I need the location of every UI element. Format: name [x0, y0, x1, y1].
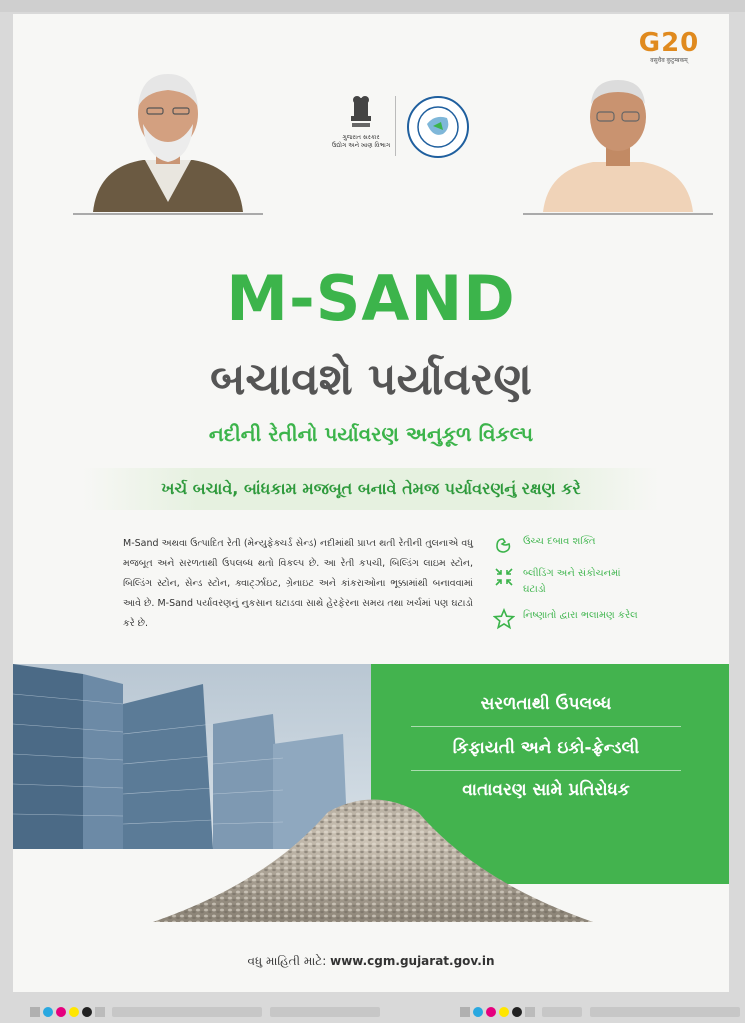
footer-label: વધુ માહિતી માટે: [247, 954, 327, 968]
benefit-item: કિફાયતી અને ઇકો-ફ્રેન્ડલી [452, 738, 640, 758]
g20-logo-text: G20 [638, 28, 700, 58]
star-icon [493, 608, 515, 630]
feature-item [493, 534, 643, 556]
government-emblem [331, 94, 391, 150]
feature-label: બ્લીડિંગ અને સંકોચનમાં ઘટાડો [523, 568, 621, 595]
emblem-caption-2: ઉદ્યોગ અને ખાણ વિભાગ [331, 142, 391, 149]
cgm-logo [405, 94, 471, 160]
headline-gujarati: બચાવશે પર્યાવરણ [210, 354, 532, 405]
portrait-right [533, 62, 703, 212]
feature-list [493, 534, 643, 640]
logo-divider [395, 96, 396, 156]
cgm-seal-icon [405, 94, 471, 160]
g20-logo-subtext: वसुधैव कुटुम्बकम् [650, 57, 688, 64]
tagline: નદીની રેતીનો પર્યાવરણ અનુકૂળ વિકલ્પ [208, 422, 534, 446]
portrait-underline [523, 213, 713, 215]
benefit-divider [411, 726, 681, 727]
benefit-banner: ખર્ચ બચાવે, બાંધકામ મજબૂત બનાવે તેમજ પર્યાવરણનું રક્ષણ કરે [83, 468, 659, 510]
feature-item [493, 608, 643, 630]
g20-logo [629, 28, 709, 64]
top-strip [0, 0, 745, 12]
website-link[interactable]: www.cgm.gujarat.gov.in [330, 954, 495, 968]
print-color-bar-right [460, 1006, 740, 1018]
footer-info [13, 954, 729, 969]
person-portrait-image [83, 62, 253, 212]
advertisement-poster [13, 14, 729, 992]
emblem-caption-1: ગુજરાત સરકાર [342, 134, 380, 141]
person-portrait-image [533, 62, 703, 212]
benefit-item: વાતાવરણ સામે પ્રતિરોધક [462, 780, 630, 800]
headline-msand: M-SAND [226, 262, 516, 335]
strength-icon [493, 534, 515, 556]
benefit-divider [411, 770, 681, 771]
national-emblem-icon [346, 94, 376, 130]
shrink-arrows-icon [493, 566, 515, 588]
feature-item [493, 566, 643, 598]
description-paragraph: M-Sand અથવા ઉત્પાદિત રેતી (મેન્યુફેક્ચર્ડ સેન્ડ) નદીમાંથી પ્રાપ્ત થતી રેતીની તુલનાએ વધુ મજબૂત અને સરળતાથી ઉપલબ્ધ થતો વિકલ્પ છે. આ રેતી કપચી, બિલ્ડિંગ લાઇમ સ્ટોન, બિલ્ડિંગ સ્ટોન, સેન્ડ સ્ટોન, ક્વાર્ટ્ઝાઇટ, ગ્રેનાઇટ અને કાંકરાઓના ભૂક્કામાંથી બનાવવામાં આવે છે. M-Sand પર્યાવરણનું નુકસાન ઘટાડવા સાથે હેરફેરના સમય તથા ખર્ચમાં પણ ઘટાડો કરે છે. [123, 538, 473, 629]
feature-label: નિષ્ણાતો દ્વારા ભલામણ કરેલ [523, 610, 638, 621]
portrait-left [83, 62, 253, 212]
print-color-bar-left [30, 1006, 380, 1018]
feature-label: ઉચ્ચ દબાવ શક્તિ [523, 536, 596, 547]
portrait-underline [73, 213, 263, 215]
sand-pile-image [148, 782, 598, 932]
benefit-item: સરળતાથી ઉપલબ્ધ [480, 694, 612, 714]
